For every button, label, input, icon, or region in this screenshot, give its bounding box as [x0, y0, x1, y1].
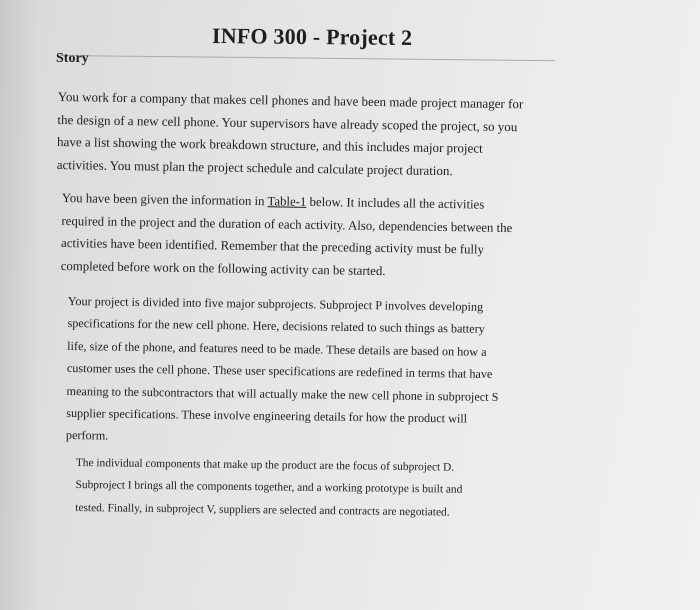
text-line: life, size of the phone, and features need to be made. These details are based on how a — [67, 338, 487, 359]
page-shadow — [0, 0, 40, 610]
text-segment: You have been given the information in — [61, 190, 268, 209]
text-line: meaning to the subcontractors that will actually make the new cell phone in subproject S — [66, 383, 499, 404]
text-segment: below. It includes all the activities — [306, 194, 485, 212]
text-line: supplier specifications. These involve engineering details for how the product will — [66, 406, 468, 426]
paragraph-intro — [57, 86, 524, 184]
text-line: perform. — [65, 428, 109, 444]
text-line: completed before work on the following activity can be started. — [60, 259, 386, 279]
text-line: You work for a company that makes cell phones and have been made project manager for — [57, 88, 524, 112]
section-heading: Story — [56, 51, 89, 66]
text-line: tested. Finally, in subproject V, suppliers are selected and contracts are negotiated. — [75, 501, 450, 519]
page-title: INFO 300 - Project 2 — [211, 22, 413, 51]
text-line: have a list showing the work breakdown structure, and this includes major project — [57, 134, 483, 157]
text-line: specifications for the new cell phone. Here, decisions related to such things as battery — [67, 316, 485, 337]
paragraph-components — [75, 452, 463, 524]
paragraph-subprojects — [66, 290, 500, 453]
text-line: Subproject I brings all the components together, and a working prototype is built and — [75, 479, 463, 497]
text-line: customer uses the cell phone. These user specifications are redefined in terms that have — [66, 361, 493, 382]
text-line: activities have been identified. Remember that the preceding activity must be fully — [61, 236, 485, 258]
table-1-link[interactable]: Table-1 — [267, 194, 307, 209]
text-line: The individual components that make up the product are the focus of subproject D. — [75, 456, 455, 474]
title-divider — [60, 55, 555, 61]
paragraph-table-info — [61, 187, 513, 285]
text-line: the design of a new cell phone. Your supervisors have already scoped the project, so you — [57, 111, 518, 134]
text-line: Your project is divided into five major subprojects. Subproject P involves developing — [67, 293, 484, 314]
text-line: required in the project and the duration of each activity. Also, dependencies between the — [61, 213, 513, 235]
text-line: activities. You must plan the project schedule and calculate project duration. — [56, 157, 453, 179]
